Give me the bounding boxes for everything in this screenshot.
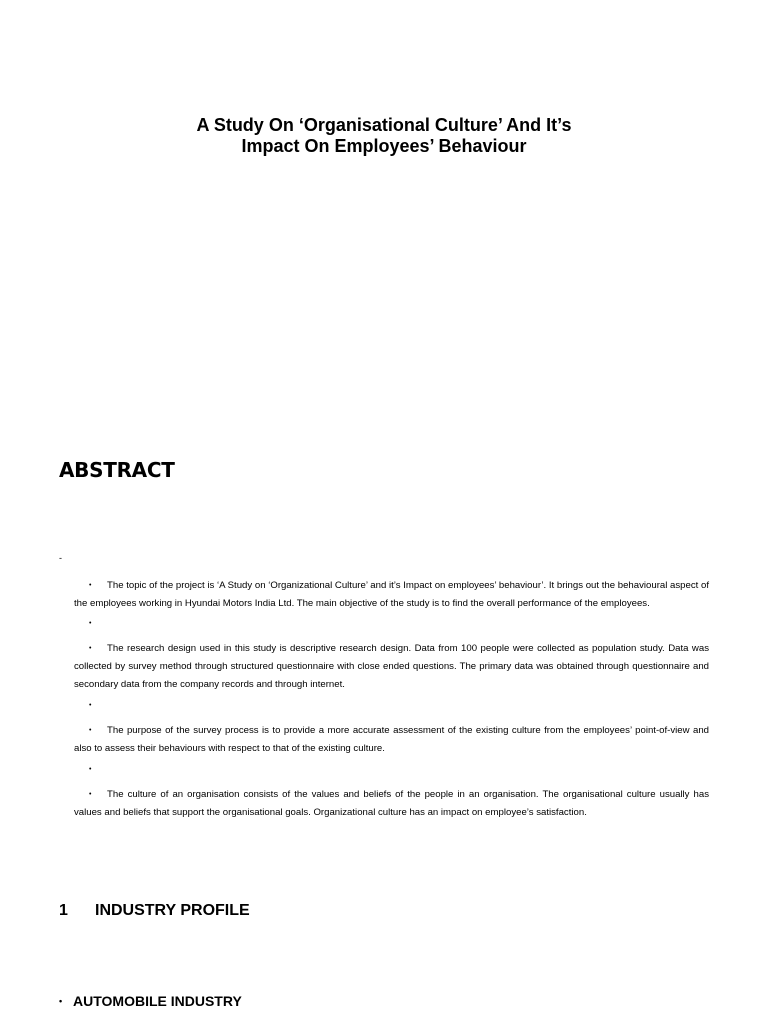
bullet-icon: •	[89, 582, 92, 589]
abstract-paragraph-4	[74, 786, 709, 822]
title-line-2: Impact On Employees’ Behaviour	[241, 136, 527, 156]
paragraph-text: The research design used in this study is descriptive research design. Data from 100 people were collected as population study. Data was collected by survey method through structured questionnaire with close ended questions. The primary data was obtained through questionnaire and secondary data from the company records and through internet.	[74, 643, 709, 690]
paragraph-text: The culture of an organisation consists of the values and beliefs of the people in an organisation. The organisational culture usually has values and beliefs that support the organisational goals. Organizational culture has an impact on employee’s satisfaction.	[74, 789, 709, 818]
section-title: INDUSTRY PROFILE	[95, 902, 250, 919]
empty-bullet-icon: •	[89, 702, 92, 709]
paragraph-text: The purpose of the survey process is to provide a more accurate assessment of the existing culture from the employees’ point-of-view and also to assess their behaviours with respect to that of the existing culture.	[74, 725, 709, 754]
stray-mark: -	[59, 553, 62, 563]
subsection-title: AUTOMOBILE INDUSTRY	[73, 993, 242, 1009]
bullet-icon: •	[59, 996, 63, 1006]
paragraph-text: The topic of the project is ‘A Study on ‘Organizational Culture’ and it’s Impact on employees’ behaviour’. It brings out the behavioural aspect of the employees working in Hyundai Motors India Ltd. The main objective of the study is to find the overall performance of the employees.	[74, 580, 709, 609]
bullet-icon: •	[89, 645, 92, 652]
bullet-icon: •	[89, 791, 92, 798]
title-line-1: A Study On ‘Organisational Culture’ And It’s	[196, 115, 572, 135]
empty-bullet-icon: •	[89, 620, 92, 627]
section-heading	[59, 902, 250, 920]
subsection-heading	[59, 993, 242, 1009]
abstract-paragraph-1	[74, 577, 709, 613]
abstract-paragraph-3	[74, 722, 709, 758]
empty-bullet-icon: •	[89, 766, 92, 773]
bullet-icon: •	[89, 727, 92, 734]
abstract-heading: ABSTRACT	[59, 458, 175, 482]
section-number: 1	[59, 902, 68, 919]
document-title	[120, 115, 648, 157]
abstract-paragraph-2	[74, 640, 709, 694]
